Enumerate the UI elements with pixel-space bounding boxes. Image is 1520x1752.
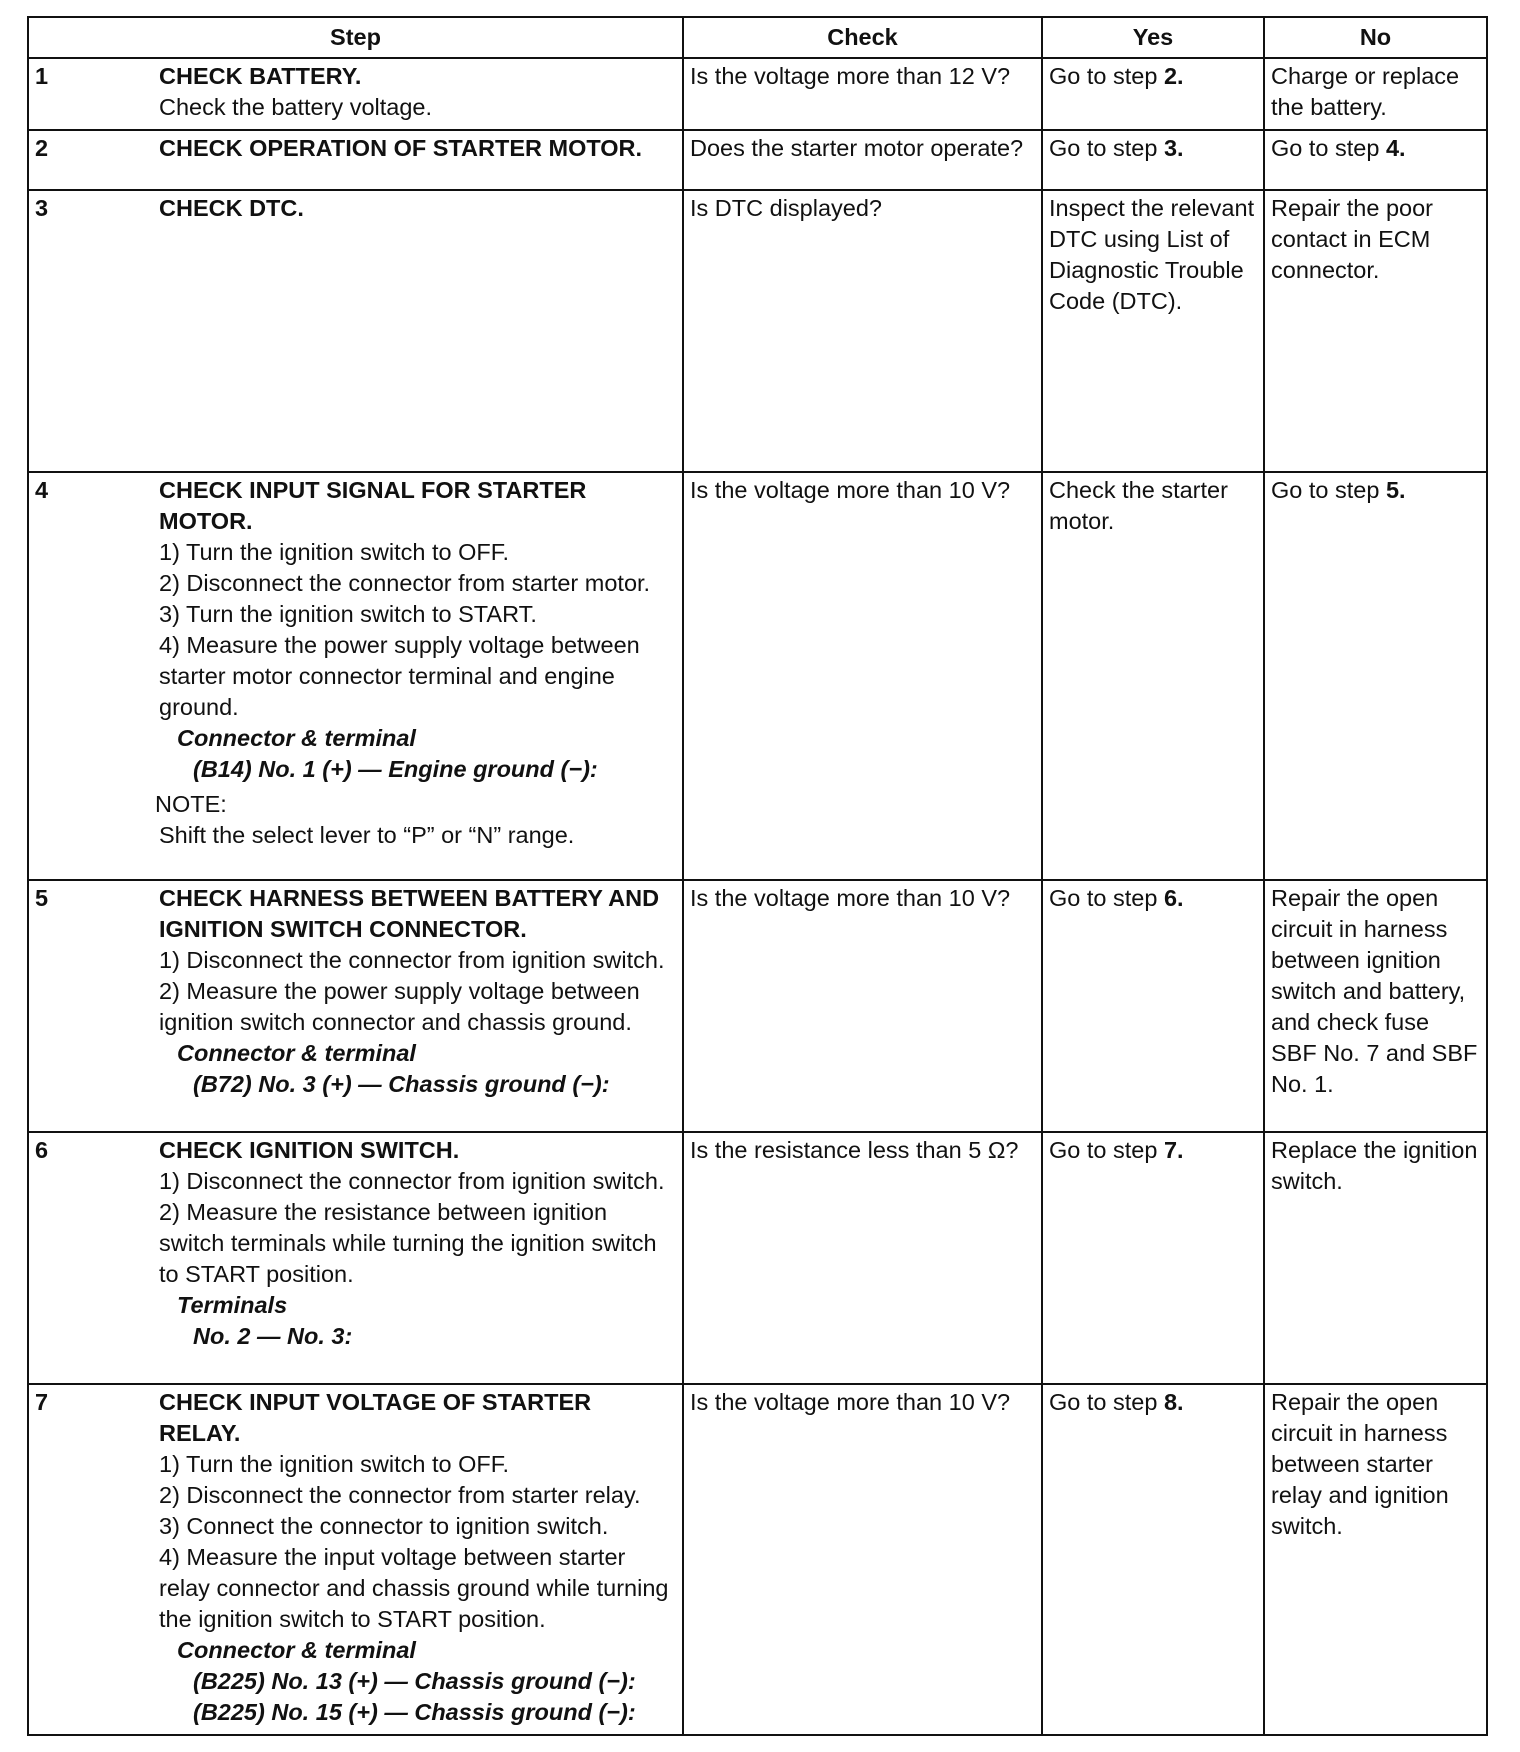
connector-terminal-value: (B14) No. 1 (+) — Engine ground (−): — [193, 756, 598, 782]
check-cell: Is the voltage more than 10 V? — [683, 1384, 1042, 1735]
header-check: Check — [683, 17, 1042, 58]
step-title: CHECK DTC. — [159, 195, 304, 221]
no-cell: Repair the open circuit in harness between starter relay and ignition switch. — [1264, 1384, 1487, 1735]
no-cell: Replace the ignition switch. — [1264, 1132, 1487, 1384]
table-row — [28, 190, 1487, 472]
step-cell — [28, 472, 683, 880]
connector-terminal-value: (B72) No. 3 (+) — Chassis ground (−): — [193, 1071, 610, 1097]
connector-terminal-label: Connector & terminal — [177, 725, 416, 751]
header-step: Step — [28, 17, 683, 58]
yes-cell — [1042, 1384, 1264, 1735]
no-cell: Repair the open circuit in harness between ignition switch and battery, and check fuse SBF No. 7 and SBF No. 1. — [1264, 880, 1487, 1132]
step-number: 3 — [35, 195, 49, 221]
table-row — [28, 1132, 1487, 1384]
note-label: NOTE: — [155, 791, 227, 817]
step-instruction: 1) Disconnect the connector from ignition switch. — [159, 947, 665, 973]
yes-text: Go to step — [1049, 885, 1164, 911]
yes-cell: Check the starter motor. — [1042, 472, 1264, 880]
connector-terminal-label: Connector & terminal — [177, 1637, 416, 1663]
yes-step-ref: 7. — [1163, 1137, 1184, 1163]
connector-terminal-value: (B225) No. 15 (+) — Chassis ground (−): — [193, 1699, 636, 1725]
step-number: 4 — [35, 477, 49, 503]
step-number: 6 — [35, 1137, 49, 1163]
yes-cell — [1042, 58, 1264, 130]
header-no: No — [1264, 17, 1487, 58]
connector-terminal-value: (B225) No. 13 (+) — Chassis ground (−): — [193, 1668, 636, 1694]
step-instruction: 2) Measure the resistance between ignition switch terminals while turning the ignition switch to START position. — [159, 1199, 657, 1287]
step-cell — [28, 880, 683, 1132]
header-yes: Yes — [1042, 17, 1264, 58]
no-cell: Repair the poor contact in ECM connector. — [1264, 190, 1487, 472]
terminals-label: Terminals — [177, 1292, 288, 1318]
header-row — [28, 17, 1487, 58]
step-title: CHECK BATTERY. — [159, 63, 362, 89]
step-number: 7 — [35, 1389, 49, 1415]
diagnostic-table — [27, 16, 1488, 1736]
step-instruction: 1) Disconnect the connector from ignition switch. — [159, 1168, 665, 1194]
step-instruction: 2) Measure the power supply voltage between ignition switch connector and chassis ground. — [159, 978, 640, 1035]
step-number: 1 — [35, 63, 49, 89]
yes-step-ref: 6. — [1163, 885, 1184, 911]
check-cell: Is the resistance less than 5 Ω? — [683, 1132, 1042, 1384]
step-cell — [28, 190, 683, 472]
yes-text: Go to step — [1049, 1389, 1164, 1415]
step-instruction: 4) Measure the input voltage between starter relay connector and chassis ground while turning the ignition switch to START position. — [159, 1544, 669, 1632]
no-cell: Charge or replace the battery. — [1264, 58, 1487, 130]
step-title: CHECK INPUT SIGNAL FOR STARTER MOTOR. — [159, 477, 587, 534]
step-instruction: 1) Turn the ignition switch to OFF. — [159, 539, 510, 565]
step-instruction: 2) Disconnect the connector from starter motor. — [159, 570, 651, 596]
step-instruction: 3) Turn the ignition switch to START. — [159, 601, 537, 627]
check-cell: Is the voltage more than 10 V? — [683, 472, 1042, 880]
step-number: 2 — [35, 135, 49, 161]
connector-terminal-label: Connector & terminal — [177, 1040, 416, 1066]
check-cell: Does the starter motor operate? — [683, 130, 1042, 190]
yes-cell — [1042, 130, 1264, 190]
yes-step-ref: 2. — [1163, 63, 1184, 89]
no-step-ref: 4. — [1385, 135, 1406, 161]
step-title: CHECK HARNESS BETWEEN BATTERY AND IGNITION SWITCH CONNECTOR. — [159, 885, 660, 942]
yes-step-ref: 3. — [1163, 135, 1184, 161]
check-cell: Is the voltage more than 10 V? — [683, 880, 1042, 1132]
no-text: Go to step — [1271, 477, 1386, 503]
no-text: Go to step — [1271, 135, 1386, 161]
yes-cell — [1042, 1132, 1264, 1384]
step-cell — [28, 1384, 683, 1735]
step-instruction: 1) Turn the ignition switch to OFF. — [159, 1451, 510, 1477]
step-title: CHECK INPUT VOLTAGE OF STARTER RELAY. — [159, 1389, 592, 1446]
yes-text: Go to step — [1049, 63, 1164, 89]
yes-text: Go to step — [1049, 1137, 1164, 1163]
table-row — [28, 880, 1487, 1132]
table-row — [28, 1384, 1487, 1735]
step-cell — [28, 58, 683, 130]
step-instruction: 2) Disconnect the connector from starter relay. — [159, 1482, 641, 1508]
check-cell: Is the voltage more than 12 V? — [683, 58, 1042, 130]
yes-step-ref: 8. — [1163, 1389, 1184, 1415]
no-cell — [1264, 472, 1487, 880]
no-step-ref: 5. — [1385, 477, 1406, 503]
table-row — [28, 58, 1487, 130]
step-cell — [28, 130, 683, 190]
yes-cell — [1042, 880, 1264, 1132]
note-text: Shift the select lever to “P” or “N” range. — [159, 822, 575, 848]
step-title: CHECK IGNITION SWITCH. — [159, 1137, 460, 1163]
step-instruction: 3) Connect the connector to ignition switch. — [159, 1513, 609, 1539]
step-cell — [28, 1132, 683, 1384]
table-row — [28, 130, 1487, 190]
terminals-value: No. 2 — No. 3: — [193, 1323, 353, 1349]
yes-text: Go to step — [1049, 135, 1164, 161]
table-row — [28, 472, 1487, 880]
step-instruction: 4) Measure the power supply voltage between starter motor connector terminal and engine ground. — [159, 632, 640, 720]
no-cell — [1264, 130, 1487, 190]
yes-cell: Inspect the relevant DTC using List of Diagnostic Trouble Code (DTC). — [1042, 190, 1264, 472]
check-cell: Is DTC displayed? — [683, 190, 1042, 472]
step-title: CHECK OPERATION OF STARTER MOTOR. — [159, 135, 643, 161]
step-instruction: Check the battery voltage. — [159, 94, 433, 120]
step-number: 5 — [35, 885, 49, 911]
